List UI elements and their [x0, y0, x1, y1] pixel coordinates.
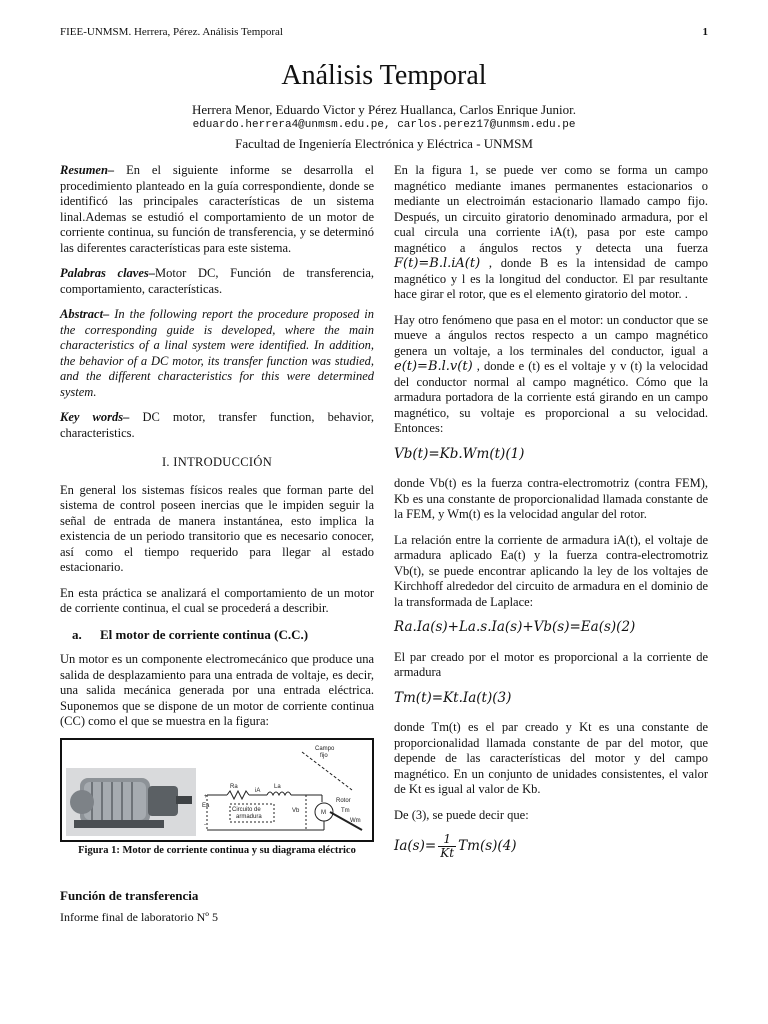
motor-figure-illustration	[62, 740, 372, 840]
eq4-fraction	[438, 833, 456, 860]
palabras-text: Motor DC, Función de transferencia, comportamiento, características.	[60, 266, 374, 296]
circuit-diagram	[207, 752, 362, 830]
abstract-paragraph	[60, 307, 374, 400]
motor-paragraph: Un motor es un componente electromecánico que produce una salida de desplazamiento para una entrada de voltaje, es decir, una salida mecánica generada por una entrada eléctrica. Suponemos que se dispone de un motor de corriente continua (CC) como el que se muestra en la figura:	[60, 652, 374, 728]
label-tm: Tm	[341, 807, 350, 814]
eq4-numerator: 1	[443, 832, 451, 846]
abstract-label: Abstract–	[60, 307, 110, 321]
figure-1	[60, 738, 374, 842]
footer-note: Informe final de laboratorio Nº 5	[60, 909, 218, 924]
keywords-paragraph	[60, 410, 374, 441]
label-minus: -	[204, 821, 206, 828]
label-armadura: armadura	[236, 813, 262, 820]
label-campo: Campo	[315, 745, 335, 752]
equation-2: Ra.Ia(s)+La.s.Ia(s)+Vb(s)=Ea(s)(2)	[394, 619, 636, 635]
resumen-label: Resumen–	[60, 163, 115, 177]
right-paragraph-1	[394, 163, 708, 303]
equation-voltage: e(t)=B.l.v(t)	[394, 359, 473, 374]
right-p1-text-b: , donde B es la intensidad de campo magnético y l es la longitud del conductor. El par resultante hace girar el rotor, que es el elemento giratorio del motor. .	[394, 256, 708, 301]
resumen-paragraph	[60, 163, 374, 256]
subsection-number: a.	[72, 626, 82, 642]
label-wm: Wm	[350, 817, 361, 824]
label-ia: iA	[255, 787, 261, 794]
label-circuito: Circuito de	[232, 806, 261, 813]
left-column	[60, 163, 374, 935]
author-emails: eduardo.herrera4@unmsm.edu.pe, carlos.perez17@unmsm.edu.pe	[192, 119, 576, 131]
palabras-claves-paragraph	[60, 266, 374, 297]
label-m: M	[321, 809, 326, 816]
right-paragraph-6: donde Tm(t) es el par creado y Kt es una constante de proporcionalidad llamada constante de par del motor, que depende de las características del motor y del campo magnético. En un conjunto de unidades consistentes, el valor de Kt es igual al valor de Kb.	[394, 720, 708, 796]
authors: Herrera Menor, Eduardo Victor y Pérez Huallanca, Carlos Enrique Junior.	[192, 102, 576, 117]
label-vb: Vb	[292, 807, 300, 814]
figure-caption: Figura 1: Motor de corriente continua y su diagrama eléctrico	[78, 844, 356, 856]
label-la: La	[274, 783, 281, 790]
label-rotor: Rotor	[336, 797, 351, 804]
equation-3: Tm(t)=Kt.Ia(t)(3)	[394, 689, 512, 706]
label-ea: Ea	[202, 802, 210, 809]
right-paragraph-2	[394, 313, 708, 437]
affiliation: Facultad de Ingeniería Electrónica y Eléctrica - UNMSM	[235, 136, 533, 151]
right-p1-text-a: En la figura 1, se puede ver como se forma un campo magnético mediante imanes permanentes estacionarios o mediante un electroimán estacionario llamado campo fijo. Después, un circuito giratorio denominado armadura, por el cual circula una corriente iA(t), pasa por este campo magnético a ángulos rectos y detecta una fuerza	[394, 163, 708, 255]
equation-force: F(t)=B.l.iA(t)	[394, 256, 481, 271]
subsection-title: El motor de corriente continua (C.C.)	[100, 626, 309, 642]
right-p2-text-a: Hay otro fenómeno que pasa en el motor: un conductor que se mueve a ángulos rectos respecto a un campo magnético genera un voltaje, a los terminales del conductor, igual a	[394, 312, 708, 358]
paper-title: Análisis Temporal	[281, 60, 487, 91]
resumen-text: En el siguiente informe se desarrolla el procedimiento planteado en la guía correspondiente, donde se identificó las principales características de un sistema linal.Ademas se estudió el comportamiento de un motor de corriente continua, su función de transferencia, y se determinó las diferentes características para este sistema.	[60, 163, 374, 255]
palabras-label: Palabras claves–	[60, 266, 156, 280]
page-number: 1	[702, 26, 708, 38]
eq4-lhs: Ia(s)=	[394, 838, 437, 854]
right-paragraph-3: donde Vb(t) es la fuerza contra-electromotriz (contra FEM), Kb es una constante de proporcionalidad llamada constante de la FEM, y Wm(t) es la velocidad angular del rotor.	[394, 476, 708, 521]
subsection-heading	[60, 627, 374, 643]
label-plus: +	[204, 793, 208, 800]
section-heading-introduccion: I. INTRODUCCIÓN	[161, 455, 273, 469]
funcion-transferencia-heading: Función de transferencia	[60, 888, 199, 903]
right-paragraph-5: El par creado por el motor es proporcional a la corriente de armadura	[394, 649, 708, 679]
right-column	[394, 163, 708, 874]
intro-paragraph-1: En general los sistemas físicos reales que forman parte del sistema de control poseen inercias que le impiden seguir la señal de entrada de manera instantánea, esto implica la existencia de un periodo transitorio que es necesario conocer, así como el tiempo requerido para llegar al estado estacionario.	[60, 482, 374, 574]
running-title: FIEE-UNMSM. Herrera, Pérez. Análisis Temporal	[60, 26, 283, 38]
abstract-text: In the following report the procedure proposed in the corresponding guide is developed, where the main characteristics of a linal system were identified. In addition, the behavior of a DC motor, its transfer function was studied, and the different characteristics for this were determined system.	[60, 307, 374, 399]
right-p2-text-b: , donde e (t) es el voltaje y v (t) la velocidad del conductor normal al campo magnético. Cómo que la armadura portadora de la corriente está girando en un campo magnético, su voltaje es proporcional a su velocidad. Entonces:	[394, 359, 708, 435]
label-fijo: fijo	[320, 752, 328, 759]
right-paragraph-7: De (3), se puede decir que:	[394, 807, 529, 822]
dc-motor-photo	[66, 768, 196, 836]
running-head	[60, 26, 708, 38]
equation-1: Vb(t)=Kb.Wm(t)(1)	[394, 445, 525, 462]
right-paragraph-4: La relación entre la corriente de armadura iA(t), el voltaje de armadura aplicado Ea(t) y la fuerza contra-electromotriz Vb(t), se puede encontrar aplicando la ley de los voltajes de Kirchhoff alrededor del circuito de armadura en el dominio de la transformada de Laplace:	[394, 532, 708, 609]
keywords-text: DC motor, transfer function, behavior, characteristics.	[60, 410, 374, 440]
eq4-rhs: Tm(s)(4)	[458, 838, 517, 854]
intro-paragraph-2: En esta práctica se analizará el comportamiento de un motor de corriente continua, el cual se procederá a describir.	[60, 585, 374, 615]
label-ra: Ra	[230, 783, 238, 790]
equation-4	[394, 833, 708, 860]
keywords-label: Key words–	[60, 410, 130, 424]
eq4-denominator: Kt	[440, 846, 455, 860]
